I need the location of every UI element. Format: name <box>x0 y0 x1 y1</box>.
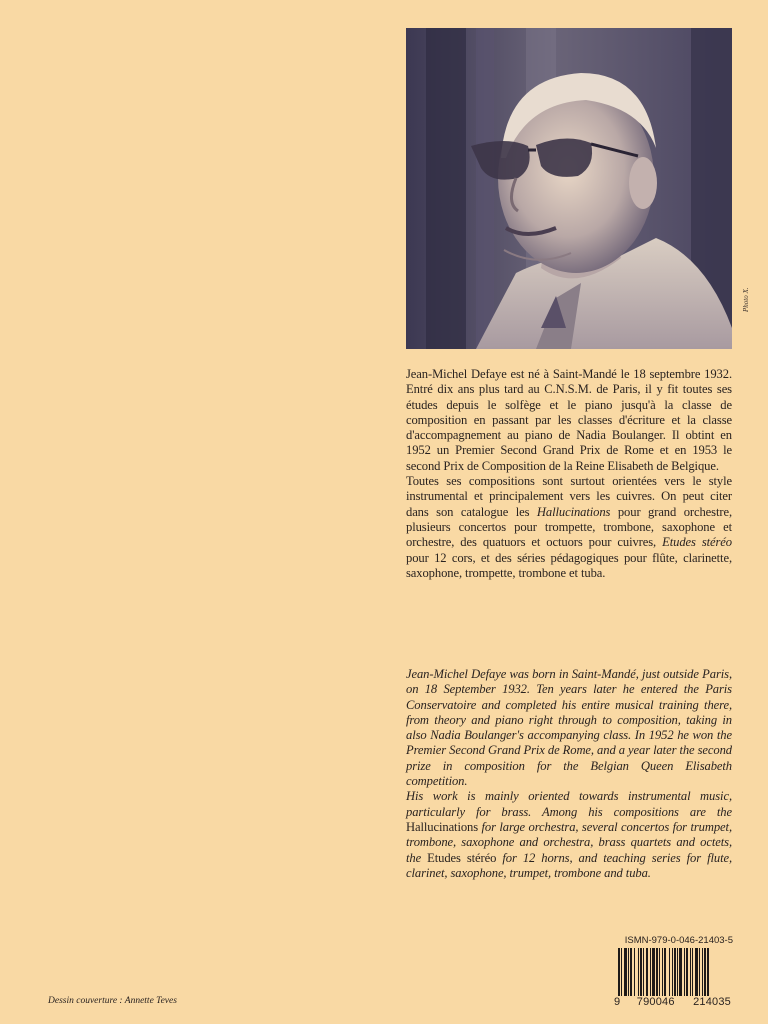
cover-credit: Dessin couverture : Annette Teves <box>48 996 177 1006</box>
biography-french <box>406 367 732 581</box>
work-title-etudes-stereo: Etudes stéréo <box>662 535 732 550</box>
barcode-lead-digit: 9 <box>614 996 621 1008</box>
bio-fr-paragraph-2: Toutes ses compositions sont surtout orientées vers le style instrumental et principalement vers les cuivres. On peut citer dans son catalogue les Hallucinations pour grand orchestre, plusieurs concertos pour trompette, trombone, saxophone et orchestre, des quatuors et octuors pour cuivres, Etudes stéréo pour 12 cors, et des séries pédagogiques pour flûte, clarinette, saxophone, trompette, trombone et tuba. <box>406 474 732 580</box>
work-title-hallucinations: Hallucinations <box>536 504 611 519</box>
bio-fr-paragraph-1: Jean-Michel Defaye est né à Saint-Mandé le 18 septembre 1932. Entré dix ans plus tard au C.N.S.M. de Paris, il y fit toutes ses études depuis le solfège et le piano jusqu'à la classe de composition en passant par les classes d'écriture et la classe d'accompagnement au piano de Nadia Boulanger. Il obtint en 1952 un Premier Second Grand Prix de Rome et en 1953 le second Prix de Composition de la Reine Elisabeth de Belgique. <box>406 367 732 473</box>
portrait-photo <box>406 28 732 349</box>
barcode-group-1: 790046 <box>636 996 675 1008</box>
barcode-group-2: 214035 <box>693 996 731 1008</box>
work-title-hallucinations: Hallucinations <box>406 819 479 834</box>
bio-en-paragraph-2: His work is mainly oriented towards instrumental music, particularly for brass. Among his compositions are the Hallucinations for large orchestra, several concertos for trumpet, trombone, saxophone and orchestra, brass quartets and octets, the Etudes stéréo for 12 horns, and teaching series for flute, clarinet, saxophone, trumpet, trombone and tuba. <box>406 789 733 880</box>
barcode-digits <box>614 996 733 1008</box>
ismn-number: ISMN-979-0-046-21403-5 <box>624 935 733 946</box>
biography-english <box>406 667 732 881</box>
bio-en-paragraph-1: Jean-Michel Defaye was born in Saint-Mandé, just outside Paris, on 18 September 1932. Ten years later he entered the Paris Conservatoire and completed his entire musical training there, from theory and piano right through to composition, taking in also Nadia Boulanger's accompanying class. In 1952 he won the Premier Second Grand Prix de Rome, and a year later the second prize in composition for the Belgian Queen Elisabeth competition. <box>406 667 732 789</box>
work-title-etudes-stereo: Etudes stéréo <box>427 850 497 865</box>
photo-credit: Photo X. <box>742 287 750 312</box>
